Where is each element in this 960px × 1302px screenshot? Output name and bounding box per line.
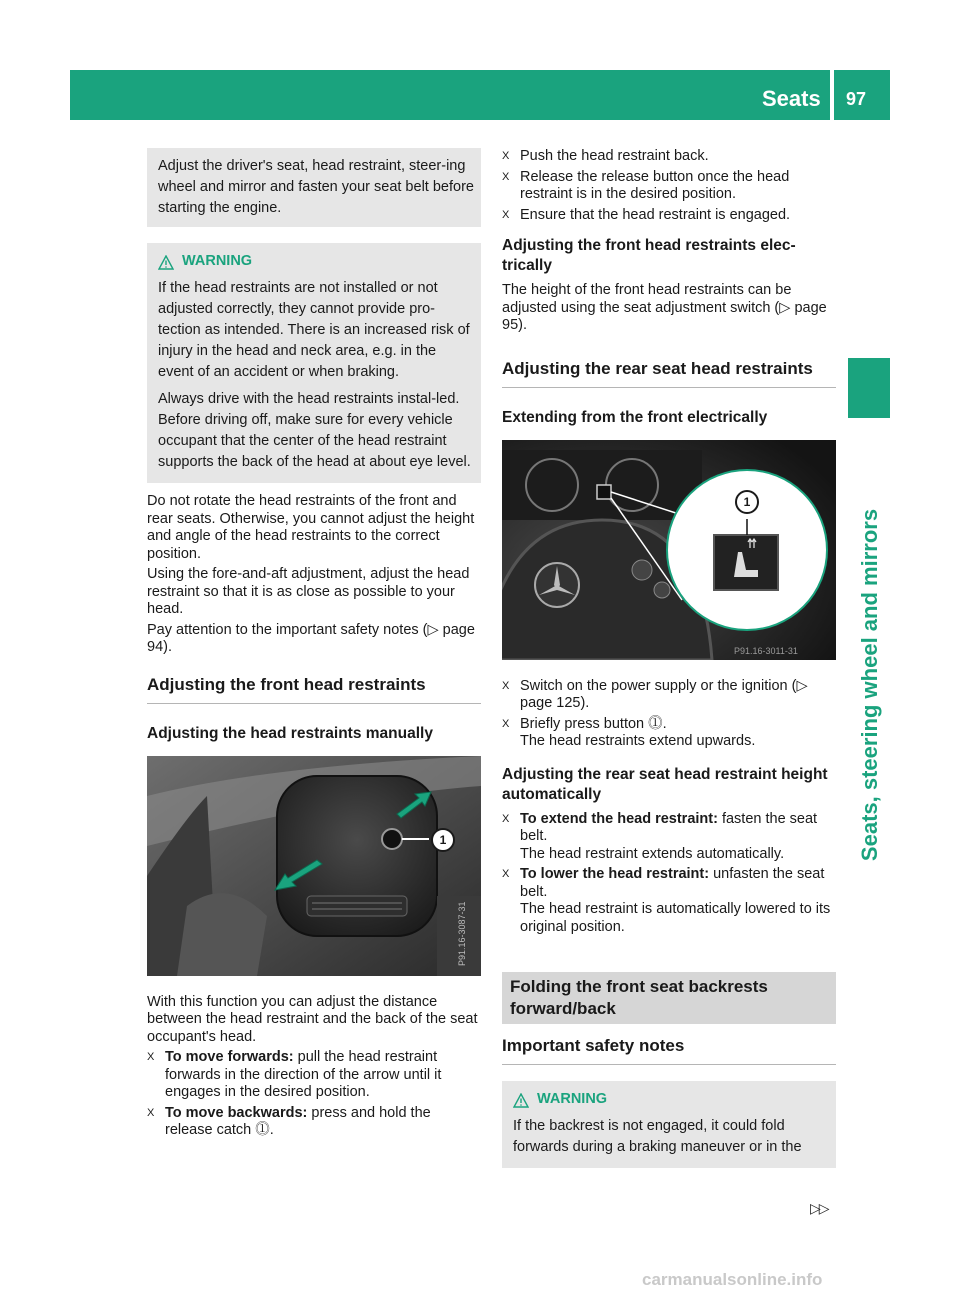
step-item: [502, 678, 836, 713]
step-bold-label: To lower the head restraint:: [520, 866, 710, 882]
photo-reference-label: P91.16-3011-31: [734, 645, 798, 656]
photo-reference-label: P91.16-3087-31: [457, 900, 467, 966]
body-paragraph: The height of the front head restraints can be adjusted using the seat adjustment switch (▷ page 95).: [502, 282, 827, 333]
step-bold-label: To extend the head restraint:: [520, 810, 718, 827]
step-text: Switch on the power supply or the ignition (▷ page 125).: [520, 677, 808, 711]
warning-text: If the head restraints are not installed or not adjusted correctly, they cannot provide pro-tection as intended. There is an increased risk of injury in the head and neck area, e.g. in the event of an accident or when braking.: [158, 280, 470, 380]
warning-title: WARNING: [537, 1091, 608, 1107]
body-paragraph: With this function you can adjust the distance between the head restraint and the back of the seat occupant's head.: [147, 993, 478, 1045]
body-paragraph: Do not rotate the head restraints of the front and rear seats. Otherwise, you cannot adjust the height and angle of the head restraints to the correct position.: [147, 493, 475, 562]
step-result: The head restraint extends automatically.: [520, 845, 785, 862]
subsection-heading: Extending from the front electrically: [502, 408, 768, 426]
body-paragraph: Pay attention to the important safety notes (▷ page 94).: [147, 621, 475, 655]
steering-wheel-photo: [502, 440, 836, 660]
step-text: press and hold the release catch ⓵.: [165, 1104, 431, 1138]
step-item: [147, 1105, 481, 1140]
subsection-heading: Adjusting the front head restraints elec-trically: [502, 237, 796, 274]
step-arrow-icon: X: [502, 717, 510, 730]
step-bold-label: To move forwards:: [165, 1049, 294, 1065]
warning-text: If the backrest is not engaged, it could fold forwards during a braking maneuver or in the: [513, 1118, 802, 1155]
step-item: [502, 811, 836, 864]
step-arrow-icon: X: [502, 170, 510, 183]
step-text: pull the head restraint forwards in the direction of the arrow until it engages in the desired position.: [165, 1049, 442, 1100]
section-heading: Adjusting the rear seat head restraints: [502, 359, 836, 388]
callout-marker: 1: [431, 828, 455, 852]
notice-box: Adjust the driver's seat, head restraint, steer-ing wheel and mirror and fasten your seat belt before starting the engine.: [147, 148, 481, 227]
header-section-title: Seats: [762, 86, 821, 111]
step-text: unfasten the seat belt.: [520, 866, 825, 900]
step-item: [502, 716, 836, 751]
step-arrow-icon: X: [502, 150, 510, 162]
chapter-side-label: Seats, steering wheel and mirrors: [857, 508, 882, 862]
step-arrow-icon: X: [502, 208, 510, 221]
left-column: [147, 148, 481, 1143]
step-text: fasten the seat belt.: [520, 810, 818, 844]
warning-box: [147, 243, 481, 483]
step-text: Ensure that the head restraint is engaged.: [520, 206, 791, 223]
head-restraint-illustration: [147, 756, 481, 976]
subsection-heading: Adjusting the rear seat head restraint height automatically: [502, 765, 828, 803]
warning-text: Always drive with the head restraints instal-led. Before driving off, make sure for every vehicle occupant that the center of the head restraint supports the back of the head at about eye level.: [158, 391, 471, 470]
step-bold-label: To move backwards:: [165, 1104, 308, 1121]
header-divider: [830, 70, 834, 120]
section-banner: Folding the front seat backrests forward/back: [502, 972, 836, 1024]
body-paragraph: Using the fore-and-aft adjustment, adjust the head restraint so that it is as close as possible to your head.: [147, 566, 470, 617]
section-heading: Adjusting the front head restraints: [147, 675, 481, 704]
page-number: 97: [846, 89, 867, 109]
subsection-heading: Adjusting the head restraints manually: [147, 724, 433, 742]
callout-marker: 1: [735, 490, 759, 514]
step-arrow-icon: X: [147, 1106, 155, 1119]
step-item: [502, 148, 836, 166]
continued-marker-icon: ▷▷: [810, 1200, 828, 1216]
step-result: The head restraint is automatically lowered to its original position.: [520, 901, 831, 935]
step-arrow-icon: X: [502, 679, 510, 692]
step-item: [502, 207, 836, 225]
step-item: [502, 866, 836, 936]
step-arrow-icon: X: [502, 812, 510, 825]
section-heading: Important safety notes: [502, 1036, 836, 1065]
warning-box: [502, 1081, 836, 1168]
step-text: Release the release button once the head restraint is in the desired position.: [520, 168, 790, 202]
step-item: [147, 1049, 481, 1102]
step-arrow-icon: X: [502, 868, 510, 880]
step-arrow-icon: X: [147, 1051, 155, 1063]
warning-triangle-icon: [513, 1093, 529, 1109]
step-text: Push the head restraint back.: [520, 148, 709, 164]
step-item: [502, 169, 836, 204]
step-result: The head restraints extend upwards.: [520, 733, 756, 749]
warning-triangle-icon: [158, 255, 174, 271]
steering-wheel-illustration: [502, 440, 836, 660]
warning-title: WARNING: [182, 253, 253, 269]
warning-header: [158, 251, 475, 272]
footer-watermark: carmanualsonline.info: [642, 1270, 823, 1289]
right-column: [502, 148, 836, 1168]
head-restraint-photo: [147, 756, 481, 976]
warning-header: [513, 1089, 830, 1110]
step-text: Briefly press button ⓵.: [520, 715, 667, 732]
